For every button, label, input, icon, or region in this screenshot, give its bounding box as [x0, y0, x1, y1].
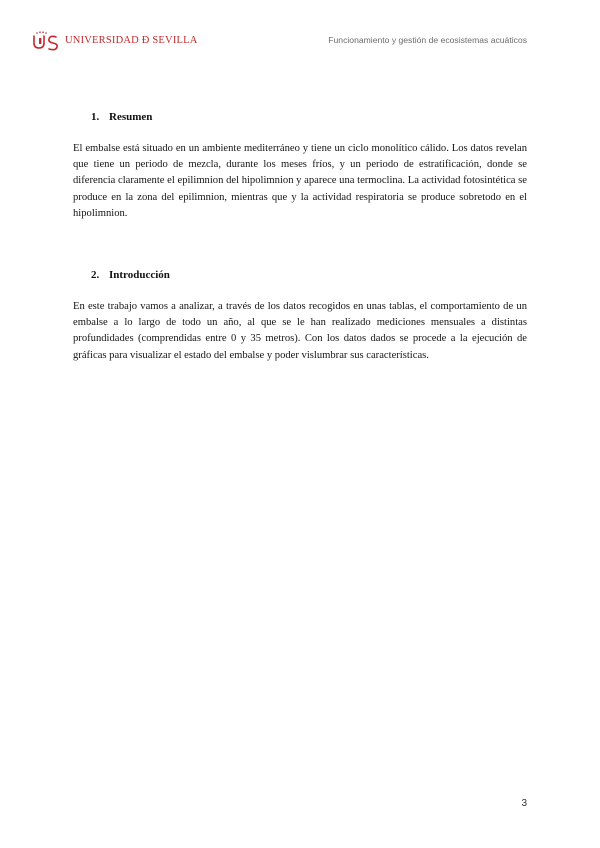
document-subject: Funcionamiento y gestión de ecosistemas acuáticos: [328, 35, 527, 45]
section-resumen: [73, 110, 527, 222]
section-number: 1.: [91, 111, 100, 123]
section-heading: [73, 110, 527, 124]
university-logo: [30, 30, 198, 52]
section-title: Resumen: [109, 111, 153, 123]
section-paragraph: El embalse está situado en un ambiente mediterráneo y tiene un ciclo monolítico cálido. Los datos revelan que tiene un periodo de mezcla, durante los meses fríos, y un periodo de estratificación, donde se diferencia claramente el epilimnion del hipolimnion y aparece una termoclina. La actividad fotosintética se produce en la zona del epilimnion, mientras que y la actividad respiratoria se produce sobretodo en el hipolimnion.: [73, 143, 527, 219]
section-heading: [73, 268, 527, 282]
university-name: UNIVERSIDAD Đ SEVILLA: [65, 35, 198, 46]
page-number: 3: [521, 798, 527, 809]
university-seal-icon: [30, 30, 62, 52]
section-title: Introducción: [109, 269, 170, 281]
section-introduccion: [73, 268, 527, 364]
page-header: [0, 0, 600, 60]
section-paragraph: En este trabajo vamos a analizar, a través de los datos recogidos en unas tablas, el comportamiento de un embalse a lo largo de todo un año, al que se le han realizado mediciones mensuales a distintas profundidades (comprendidas entre 0 y 35 metros). Con los datos dados se procede a la ejecución de gráficas para visualizar el estado del embalse y poder vislumbrar sus características.: [73, 301, 527, 361]
section-number: 2.: [91, 269, 100, 281]
